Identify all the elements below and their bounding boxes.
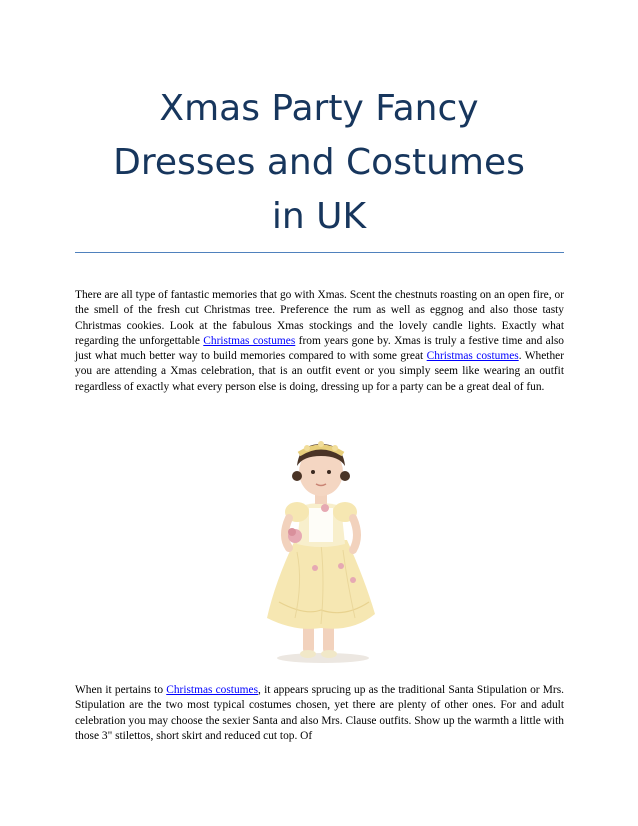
title-line-3: in UK <box>271 196 367 237</box>
intro-paragraph <box>75 288 564 395</box>
second-paragraph <box>75 683 564 744</box>
title-line-1: Xmas Party Fancy <box>159 88 479 129</box>
intro-text-2: from years gone by. Xmas is truly a festive time and also just what much better way to build memories compared to with some great <box>75 334 565 363</box>
christmas-costumes-link-1[interactable]: Christmas costumes <box>203 334 296 347</box>
second-text-1: When it pertains to <box>75 684 167 696</box>
intro-text-1: There are all type of fantastic memories that go with Xmas. Scent the chestnuts roasting on an open fire, or the smell of the fresh cut Christmas tree. Preference the rum as well as eggnog and also those tasty Christmas cookies. Look at the fabulous Xmas stockings and the lovely candle lights. Exactly what regarding the unforgettable <box>75 289 564 347</box>
intro-text-3: . Whether you are attending a Xmas celebration, that is an outfit event or you simply seem like wearing an outfit regardless of exactly what every person else is doing, dressing up for a party can be a great deal of fun. <box>75 350 565 393</box>
title-divider <box>75 252 564 253</box>
christmas-costumes-link-3[interactable]: Christmas costumes <box>166 684 259 696</box>
title-line-2: Dresses and Costumes <box>113 142 525 183</box>
page-title <box>60 82 578 244</box>
second-text-2: , it appears sprucing up as the traditional Santa Stipulation or Mrs. Stipulation are the two most typical costumes chosen, yet there are plenty of other ones. For and adult celebration you may choose the sexier Santa and also Mrs. Clause outfits. Show up the warmth a little with those 3" stilettos, short skirt and reduced cut top. Of <box>75 684 564 742</box>
child-in-yellow-princess-costume-image <box>255 432 387 664</box>
christmas-costumes-link-2[interactable]: Christmas costumes <box>426 350 519 363</box>
costume-photo <box>255 432 387 664</box>
